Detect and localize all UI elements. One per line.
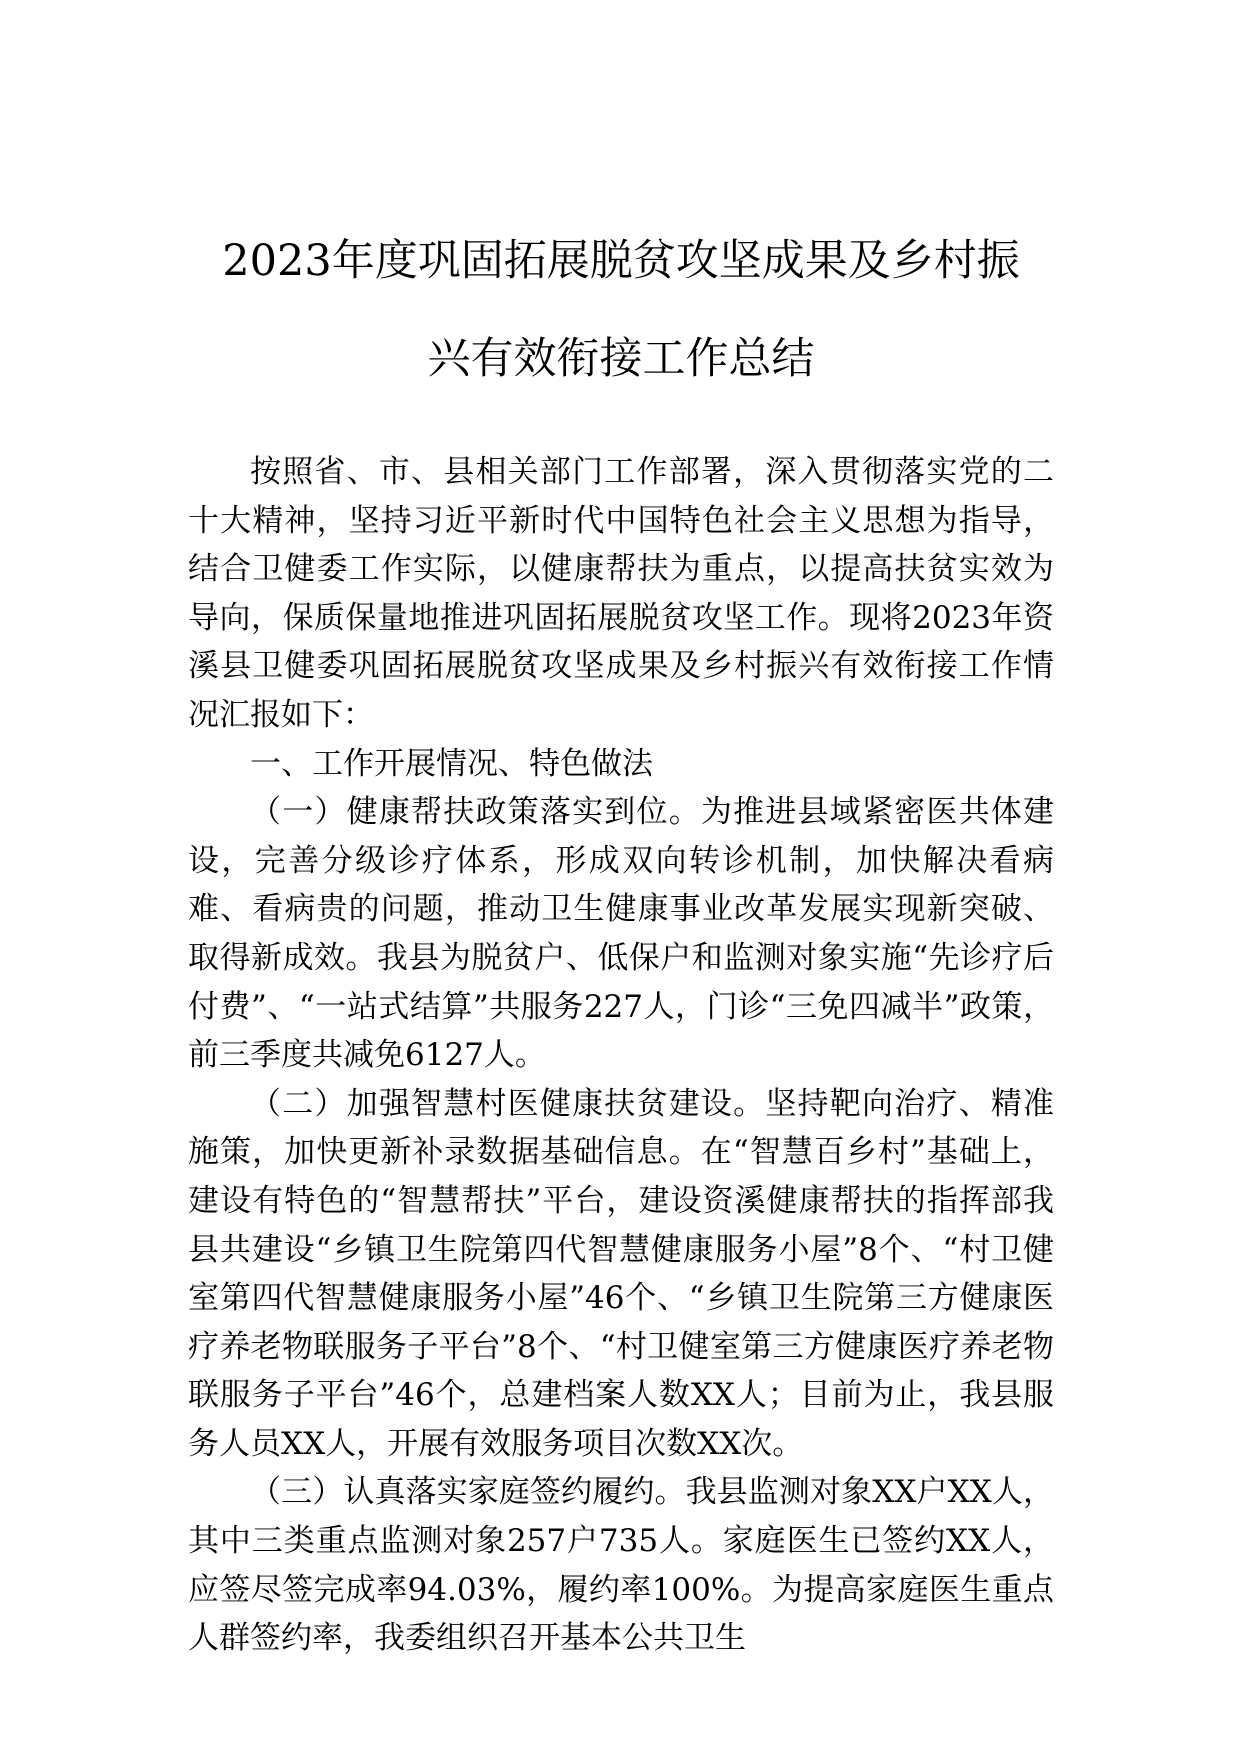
intro-paragraph: 按照省、市、县相关部门工作部署，深入贯彻落实党的二十大精神，坚持习近平新时代中国特色社会主义思想为指导，结合卫健委工作实际，以健康帮扶为重点，以提高扶贫实效为导向，保质保量地推进巩固拓展脱贫攻坚工作。现将2023年资溪县卫健委巩固拓展脱贫攻坚成果及乡村振兴有效衔接工作情况汇报如下： — [188, 454, 1054, 733]
document-title — [188, 0, 1054, 408]
paragraph-item-1: （一）健康帮扶政策落实到位。为推进县域紧密医共体建设，完善分级诊疗体系，形成双向转诊机制，加快解决看病难、看病贵的问题，推动卫生健康事业改革发展实现新突破、取得新成效。我县为脱贫户、低保户和监测对象实施“先诊疗后付费”、“一站式结算”共服务227人，门诊“三免四减半”政策，前三季度共减免6127人。 — [188, 794, 1054, 1074]
paragraph-item-3: （三）认真落实家庭签约履约。我县监测对象XX户XX人，其中三类重点监测对象257户735人。家庭医生已签约XX人，应签尽签完成率94.03%，履约率100%。为提高家庭医生重点人群签约率，我委组织召开基本公共卫生 — [188, 1474, 1054, 1657]
document-body — [188, 448, 1054, 1663]
title-line-2: 兴有效衔接工作总结 — [427, 334, 815, 384]
paragraph-item-2: （二）加强智慧村医健康扶贫建设。坚持靶向治疗、精准施策，加快更新补录数据基础信息。在“智慧百乡村”基础上，建设有特色的“智慧帮扶”平台，建设资溪健康帮扶的指挥部我县共建设“乡镇卫生院第四代智慧健康服务小屋”8个、“村卫健室第四代智慧健康服务小屋”46个、“乡镇卫生院第三方健康医疗养老物联服务子平台”8个、“村卫健室第三方健康医疗养老物联服务子平台”46个，总建档案人数XX人；目前为止，我县服务人员XX人，开展有效服务项目次数XX次。 — [188, 1085, 1054, 1462]
document-page — [188, 0, 1054, 1754]
title-line-1: 2023年度巩固拓展脱贫攻坚成果及乡村振 — [222, 236, 1020, 286]
section-heading: 一、工作开展情况、特色做法 — [250, 745, 653, 782]
